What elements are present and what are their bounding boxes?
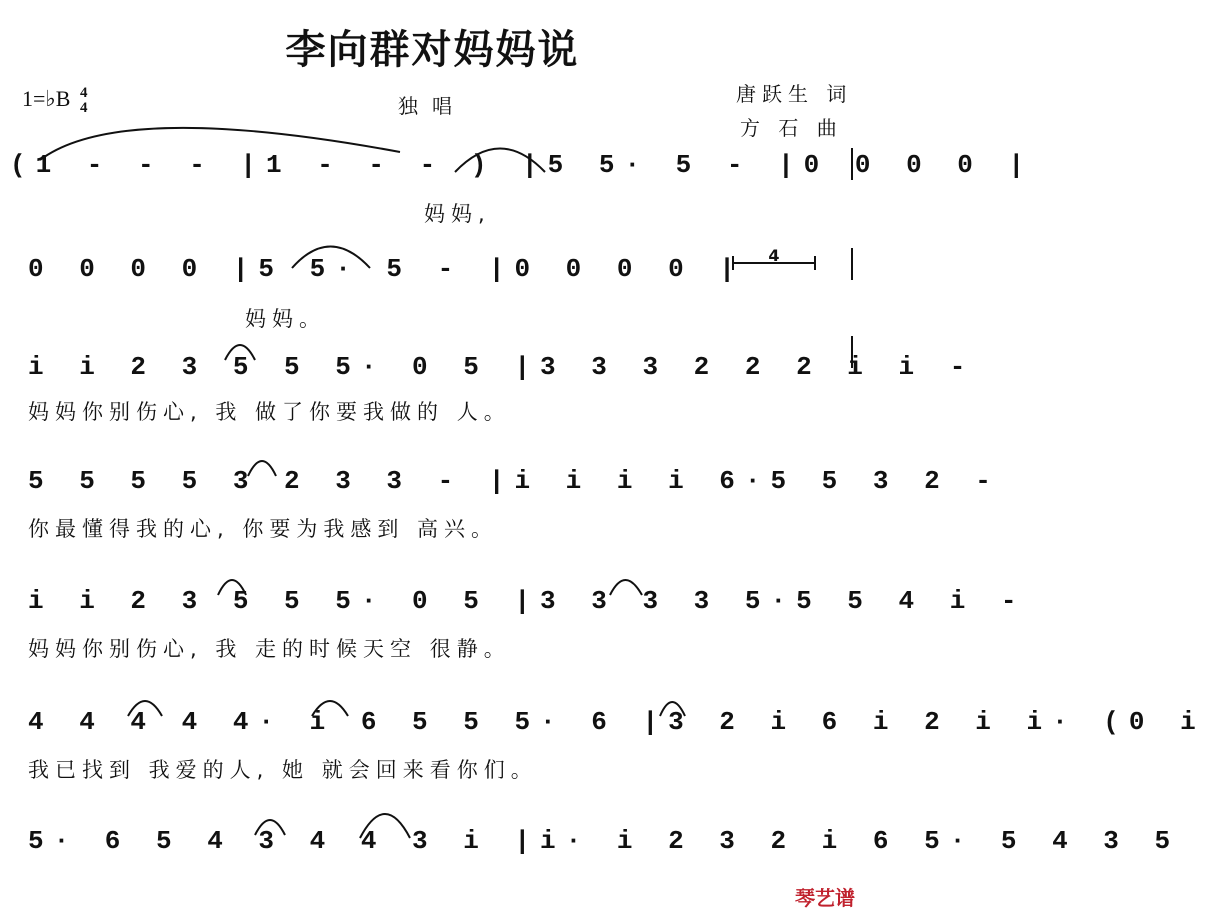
time-signature-bottom: 4 — [79, 100, 88, 116]
score-line-7-notes: 5· 6 5 4 3 4 4 3 i |i· i 2 3 2 i 6 5· 5 4 3 5 — [28, 826, 1181, 856]
multi-rest-count: 4 — [768, 246, 780, 265]
slur-line2 — [292, 247, 370, 269]
score-line-4-lyrics: 你最懂得我的心, 你要为我感到 高兴。 — [28, 517, 499, 541]
score-line-6-notes: 4 4 4 4 4· i 6 5 5 5· 6 |3 2 i 6 i 2 i i· (0 i — [28, 707, 1206, 737]
score-line-1-notes: (1 - - - |1 - - - ) |5 5· 5 - |0 0 0 0 | — [10, 150, 1035, 180]
slur-intro — [40, 128, 400, 160]
score-line-4-notes: 5 5 5 5 3 2 3 3 - |i i i i 6·5 5 3 2 - — [28, 466, 1001, 496]
slur-line6a — [128, 701, 162, 716]
composer-credit: 方 石 曲 — [740, 116, 843, 140]
page-title: 李向群对妈妈说 — [285, 27, 580, 73]
time-signature-top: 4 — [79, 85, 88, 101]
score-line-5-notes: i i 2 3 5 5 5· 0 5 |3 3 3 3 5·5 5 4 i - — [28, 586, 1027, 616]
slur-line1 — [455, 149, 545, 173]
slur-line5a — [218, 580, 246, 595]
slur-line7b — [360, 814, 410, 838]
slur-line3 — [225, 345, 255, 360]
slur-line6b — [312, 701, 348, 716]
score-line-1-lyrics: 妈妈, — [424, 202, 491, 226]
performance-type: 独唱 — [398, 94, 466, 118]
key-label: 1=♭B — [22, 86, 71, 112]
score-line-5-lyrics: 妈妈你别伤心, 我 走的时候天空 很静。 — [28, 637, 511, 661]
lyricist-credit: 唐跃生 词 — [736, 82, 853, 106]
slur-line7a — [255, 820, 285, 835]
score-line-3-notes: i i 2 3 5 5 5· 0 5 |3 3 3 2 2 2 i i - — [28, 352, 976, 382]
score-line-2-lyrics: 妈妈。 — [245, 307, 326, 331]
slur-line4 — [248, 461, 276, 476]
slur-line5b — [610, 580, 642, 595]
score-line-3-lyrics: 妈妈你别伤心, 我 做了你要我做的 人。 — [28, 400, 511, 424]
site-watermark: 琴艺谱 — [795, 886, 855, 910]
score-line-6-lyrics: 我已找到 我爱的人, 她 就会回来看你们。 — [28, 758, 538, 782]
score-line-2-notes: 0 0 0 0 |5 5· 5 - |0 0 0 0 | — [28, 254, 745, 284]
slur-line6c — [660, 702, 685, 716]
